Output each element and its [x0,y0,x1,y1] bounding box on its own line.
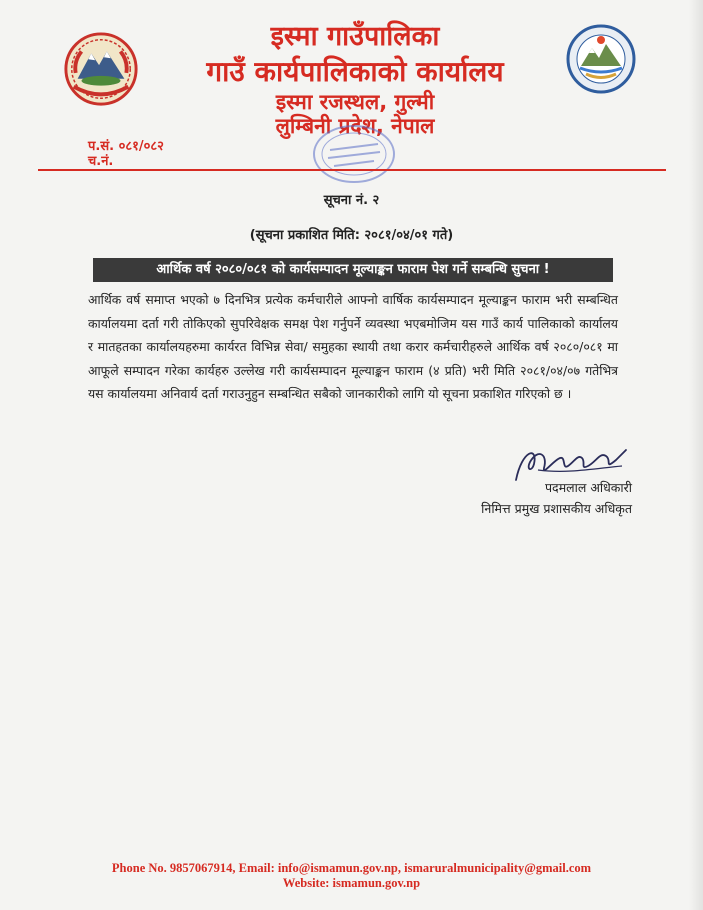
municipality-logo-icon [566,24,636,94]
letterhead-address: इस्मा रजस्थल, गुल्मी [275,90,435,114]
signatory-title: निमित्त प्रमुख प्रशासकीय अधिकृत [481,501,632,516]
publish-date: (सूचना प्रकाशित मिति: २०८१/०४/०१ गते) [249,228,454,243]
notice-headline: आर्थिक वर्ष २०८०/०८१ को कार्यसम्पादन मूल्याङ्कन फाराम पेश गर्ने सम्बन्धि सुचना ! [93,258,613,282]
signatory-name: पदमलाल अधिकारी [544,480,632,495]
notice-body: आर्थिक वर्ष समाप्त भएको ७ दिनभित्र प्रत्येक कर्मचारीले आफ्नो वार्षिक कार्यसम्पादन मूल्याङ्कन फाराम भरी सम्बन्धित कार्यालयमा दर्ता गरी तोकिएको सुपरिवेक्षक समक्ष पेश गर्नुपर्ने व्यवस्था भएबमोजिम यस गाउँ कार्य पालिकाको कार्यालय र मातहतका कार्यालयहरुमा कार्यरत विभिन्न सेवा/ समुहका स्थायी तथा करार कर्मचारीहरुले आर्थिक वर्ष २०८०/०८१ मा आफूले सम्पादन गरेका कार्यहरु उल्लेख गरी कार्यसम्पादन मूल्याङ्कन फाराम (४ प्रति) भरी मिति २०८१/०४/०७ गतेभित्र यस कार्यालयमा अनिवार्य दर्ता गराउनुहुन सम्बन्धित सबैको जानकारीको लागि यो सूचना प्रकाशित गरिएको छ । [88,292,618,402]
reference-number: प.सं. ०८१/०८२ [88,139,164,154]
footer-website: Website: ismamun.gov.np [282,876,421,890]
paper-edge [689,0,703,910]
footer-contact: Phone No. 9857067914, Email: info@ismamun.gov.np, ismaruralmunicipality@gmail.com [111,861,592,875]
letterhead-municipality: इस्मा गाउँपालिका [270,21,440,52]
letterhead-office: गाउँ कार्यपालिकाको कार्यालय [206,55,504,88]
notice-number: सूचना नं. २ [323,193,380,208]
dispatch-number: च.नं. [88,154,114,169]
letterhead-province: लुम्बिनी प्रदेश, नेपाल [275,114,435,138]
header-divider [38,169,666,171]
nepal-emblem-icon [62,30,140,108]
office-stamp-icon [308,120,400,188]
